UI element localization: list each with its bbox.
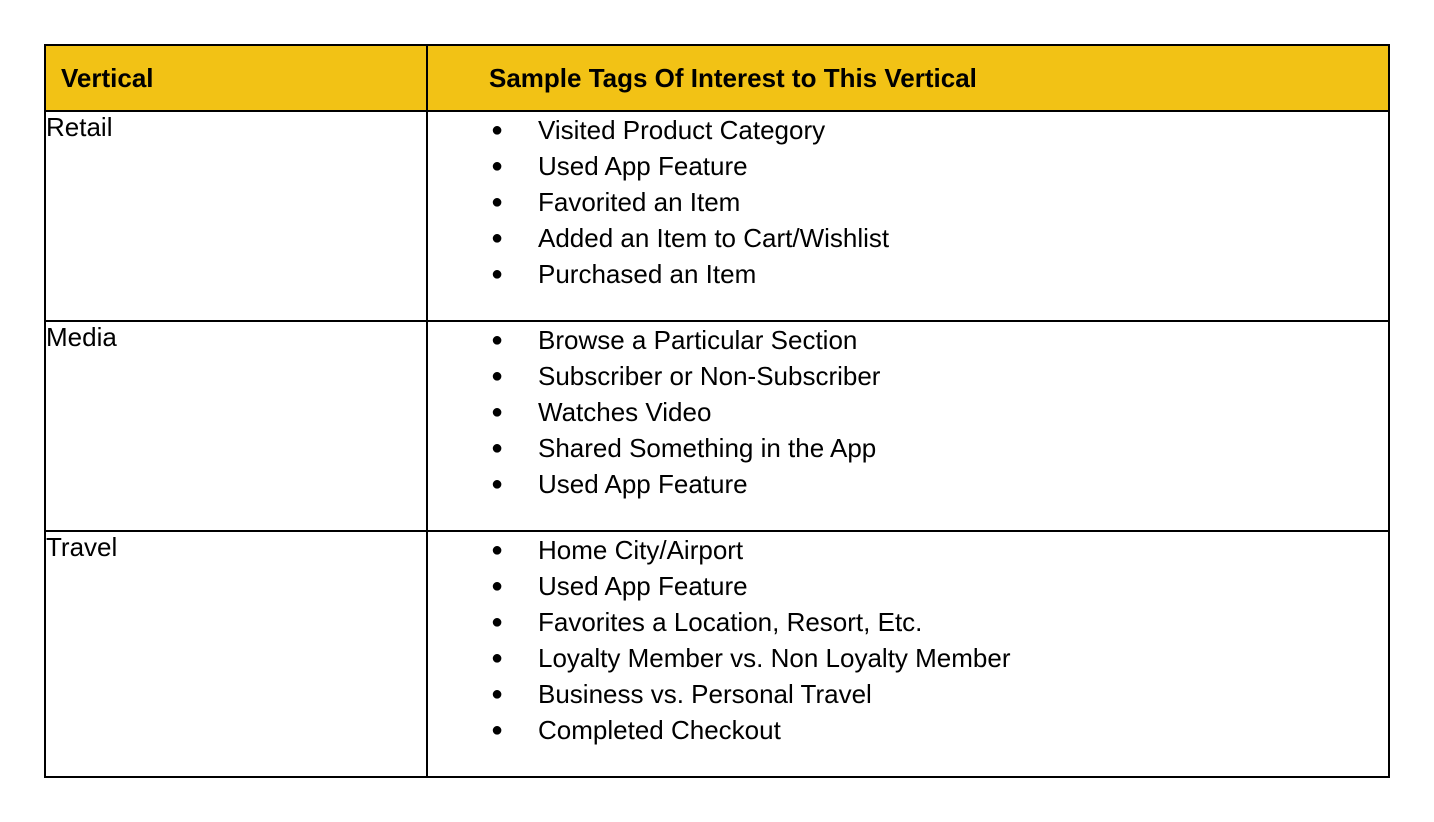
list-item xyxy=(428,220,1388,256)
list-item xyxy=(428,394,1388,430)
list-item xyxy=(428,640,1388,676)
bullet-icon: ● xyxy=(491,329,504,351)
tag-label: Visited Product Category xyxy=(538,115,826,145)
bullet-icon: ● xyxy=(491,719,504,741)
list-item xyxy=(428,568,1388,604)
tags-cell xyxy=(427,111,1389,321)
verticals-table xyxy=(44,44,1390,778)
bullet-icon: ● xyxy=(491,647,504,669)
list-item xyxy=(428,676,1388,712)
bullet-icon: ● xyxy=(491,575,504,597)
tag-label: Added an Item to Cart/Wishlist xyxy=(538,223,890,253)
tag-label: Browse a Particular Section xyxy=(538,325,858,355)
tag-label: Shared Something in the App xyxy=(538,433,877,463)
list-item xyxy=(428,184,1388,220)
tag-label: Used App Feature xyxy=(538,151,748,181)
header-vertical: Vertical xyxy=(45,45,427,111)
list-item xyxy=(428,466,1388,502)
vertical-cell: Media xyxy=(45,321,427,531)
table-row xyxy=(45,531,1389,777)
tags-cell xyxy=(427,531,1389,777)
tag-label: Purchased an Item xyxy=(538,259,757,289)
bullet-icon: ● xyxy=(491,263,504,285)
list-item xyxy=(428,256,1388,292)
vertical-cell: Travel xyxy=(45,531,427,777)
list-item xyxy=(428,532,1388,568)
list-item xyxy=(428,358,1388,394)
table-row xyxy=(45,321,1389,531)
list-item xyxy=(428,430,1388,466)
tag-label: Used App Feature xyxy=(538,571,748,601)
list-item xyxy=(428,148,1388,184)
bullet-icon: ● xyxy=(491,365,504,387)
tag-list xyxy=(428,322,1388,502)
bullet-icon: ● xyxy=(491,473,504,495)
tag-list xyxy=(428,532,1388,748)
tag-label: Favorites a Location, Resort, Etc. xyxy=(538,607,923,637)
tag-label: Subscriber or Non-Subscriber xyxy=(538,361,881,391)
bullet-icon: ● xyxy=(491,611,504,633)
bullet-icon: ● xyxy=(491,155,504,177)
table-row xyxy=(45,111,1389,321)
list-item xyxy=(428,322,1388,358)
bullet-icon: ● xyxy=(491,227,504,249)
tag-label: Used App Feature xyxy=(538,469,748,499)
tag-label: Home City/Airport xyxy=(538,535,744,565)
bullet-icon: ● xyxy=(491,437,504,459)
tags-cell xyxy=(427,321,1389,531)
table-header-row xyxy=(45,45,1389,111)
list-item xyxy=(428,112,1388,148)
tag-label: Business vs. Personal Travel xyxy=(538,679,872,709)
tag-label: Watches Video xyxy=(538,397,712,427)
list-item xyxy=(428,712,1388,748)
tag-label: Completed Checkout xyxy=(538,715,781,745)
bullet-icon: ● xyxy=(491,539,504,561)
vertical-cell: Retail xyxy=(45,111,427,321)
tag-label: Loyalty Member vs. Non Loyalty Member xyxy=(538,643,1011,673)
bullet-icon: ● xyxy=(491,683,504,705)
bullet-icon: ● xyxy=(491,119,504,141)
tag-label: Favorited an Item xyxy=(538,187,741,217)
tag-list xyxy=(428,112,1388,292)
bullet-icon: ● xyxy=(491,401,504,423)
header-sample-tags: Sample Tags Of Interest to This Vertical xyxy=(427,45,1389,111)
list-item xyxy=(428,604,1388,640)
bullet-icon: ● xyxy=(491,191,504,213)
